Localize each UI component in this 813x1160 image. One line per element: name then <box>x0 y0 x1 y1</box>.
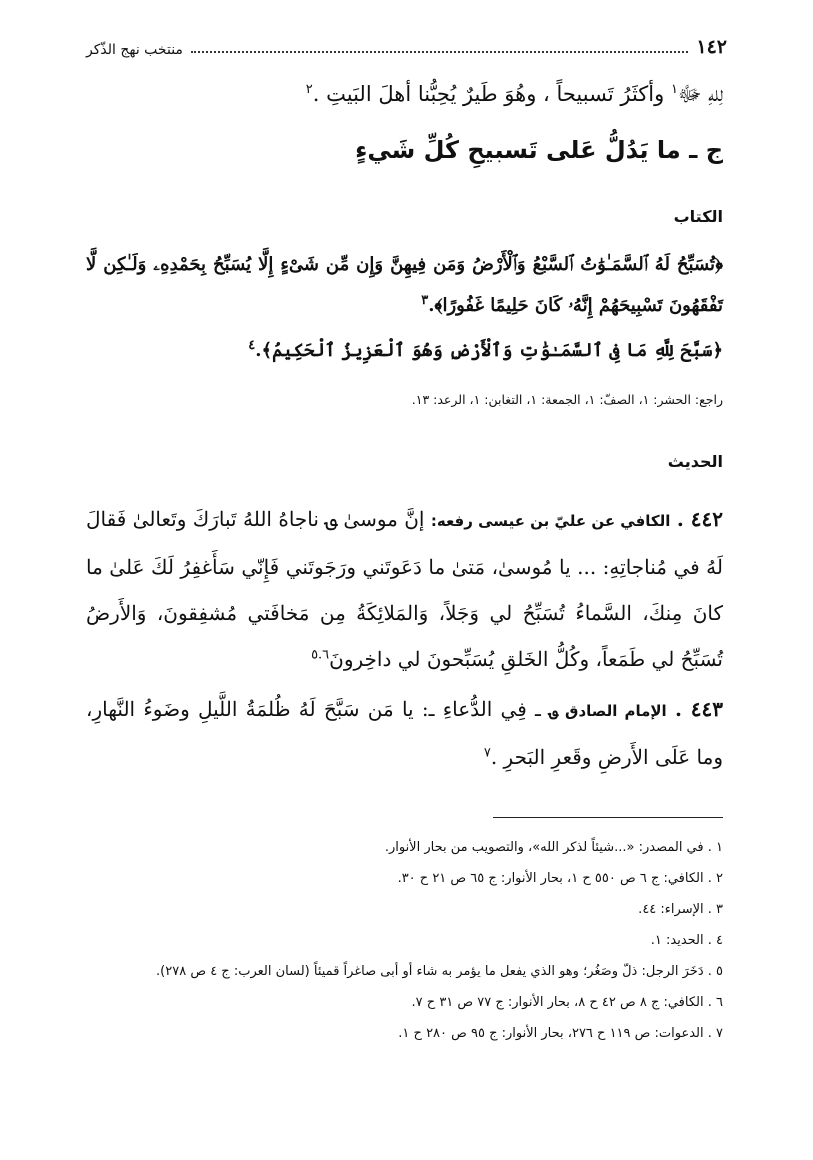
cross-reference: راجع: الحشر: ١، الصفّ: ١، الجمعة: ١، التغابن: ١، الرعد: ١٣. <box>411 392 723 407</box>
footnote: ١ . في المصدر: «...شيئاً لذكر الله»، والتصويب من بحار الأنوار. <box>384 840 723 855</box>
hadith-entry <box>86 496 723 682</box>
footnote: ٤ . الحديد: ١. <box>650 933 723 948</box>
footnote-marker-3: ٣ <box>421 293 429 308</box>
footnote: ٢ . الكافي: ج ٦ ص ٥٥٠ ح ١، بحار الأنوار: ج ٦٥ ص ٢١ ح ٣٠. <box>397 871 723 886</box>
footnote: ٧ . الدعوات: ص ١١٩ ح ٢٧٦، بحار الأنوار: ج ٩٥ ص ٢٨٠ ح ١. <box>398 1026 723 1041</box>
footnote: ٣ . الإسراء: ٤٤. <box>638 902 723 917</box>
footnote-marker-2: ٢ <box>305 82 313 97</box>
footnote-marker-6: .٦ <box>318 647 330 663</box>
running-header <box>86 36 727 58</box>
footnote: ٥ . دَخَرَ الرجل: ذلّ وصَغُر؛ وهو الذي يفعل ما يؤمر به شاء أو أبى صاغراً قميئاً (لسان العرب: ج ٤ ص ٢٧٨). <box>156 964 723 979</box>
hadith-number: ٤٤٣ . <box>674 697 723 721</box>
footnote-marker-5: ٥ <box>311 647 319 663</box>
footnote-marker-7: ٧ <box>483 745 491 761</box>
hadith-source: الإمام الصادق ؈ <box>549 702 667 720</box>
quran-verse-2 <box>86 336 723 366</box>
intro-paragraph <box>86 76 723 112</box>
footnote-divider <box>493 817 723 818</box>
hadith-entry <box>86 686 723 780</box>
page-number: ١٤٢ <box>696 36 727 58</box>
footnotes-list <box>86 832 723 1049</box>
verse-2-text: ﴿سَبَّحَ لِلَّهِ مَا فِى ٱلسَّمَـٰوَٰتِ وَٱلْأَرْضِ وَهُوَ ٱلْعَزِيزُ ٱلْحَكِيمُ﴾. <box>255 340 723 361</box>
quran-verse-1 <box>86 244 723 326</box>
intro-text-cont: وأكثَرُ تَسبيحاً ، وهُوَ طَيرٌ يُحِبُّنا أهلَ البَيتِ . <box>312 82 671 106</box>
hadith-text: إنَّ موسىٰ ؈ ناجاهُ اللهُ تَبارَكَ وتَعالىٰ فَقالَ لَهُ في مُناجاتِهِ: ... يا مُوسىٰ، مَتىٰ ما دَعَوتَني ورَجَوتَني فَإِنّي سَأَغفِرُ لَكَ عَلىٰ ما كانَ مِنكَ، السَّماءُ تُسَبِّحُ لي وَجَلاً، وَالمَلائِكَةُ مِن مَخافَتي مُشفِقونَ، وَالأَرضُ تُسَبِّحُ لي طَمَعاً، وكُلُّ الخَلقِ يُسَبِّحونَ لي داخِرونَ <box>86 507 724 671</box>
header-dotted-leader <box>191 51 688 53</box>
footnote-marker-1: ١ <box>670 82 678 97</box>
quran-section-label: الكتاب <box>673 207 723 226</box>
intro-text: لِلهِ ﷻ <box>677 82 723 106</box>
footnote: ٦ . الكافي: ج ٨ ص ٤٢ ح ٨، بحار الأنوار: ج ٧٧ ص ٣١ ح ٧. <box>411 995 723 1010</box>
hadith-source: الكافي عن عليّ بن عيسى رفعه: <box>430 512 671 530</box>
hadith-section-label: الحديث <box>667 452 723 471</box>
verse-1-text: ﴿تُسَبِّحُ لَهُ ٱلسَّمَـٰوَٰتُ ٱلسَّبْعُ وَٱلْأَرْضُ وَمَن فِيهِنَّ وَإِن مِّن شَىْءٍ إِلَّا يُسَبِّحُ بِحَمْدِهِۦ وَلَـٰكِن لَّا تَفْقَهُونَ تَسْبِيحَهُمْ إِنَّهُۥ كَانَ حَلِيمًا غَفُورًا﴾. <box>86 254 723 316</box>
footnote-marker-4: ٤ <box>248 338 256 353</box>
section-heading: ج ـ ما يَدُلُّ عَلى تَسبيحِ كُلِّ شَيءٍ <box>355 136 723 164</box>
book-title: منتخب نهج الذّكر <box>86 42 183 58</box>
hadith-number: ٤٤٢ . <box>676 507 723 531</box>
hadith-text: ـ فِي الدُّعاءِ ـ: يا مَن سَبَّحَ لَهُ ظُلمَةُ اللَّيلِ وضَوءُ النَّهارِ، وما عَلَى الأَرضِ وقَعرِ البَحرِ . <box>86 697 723 769</box>
